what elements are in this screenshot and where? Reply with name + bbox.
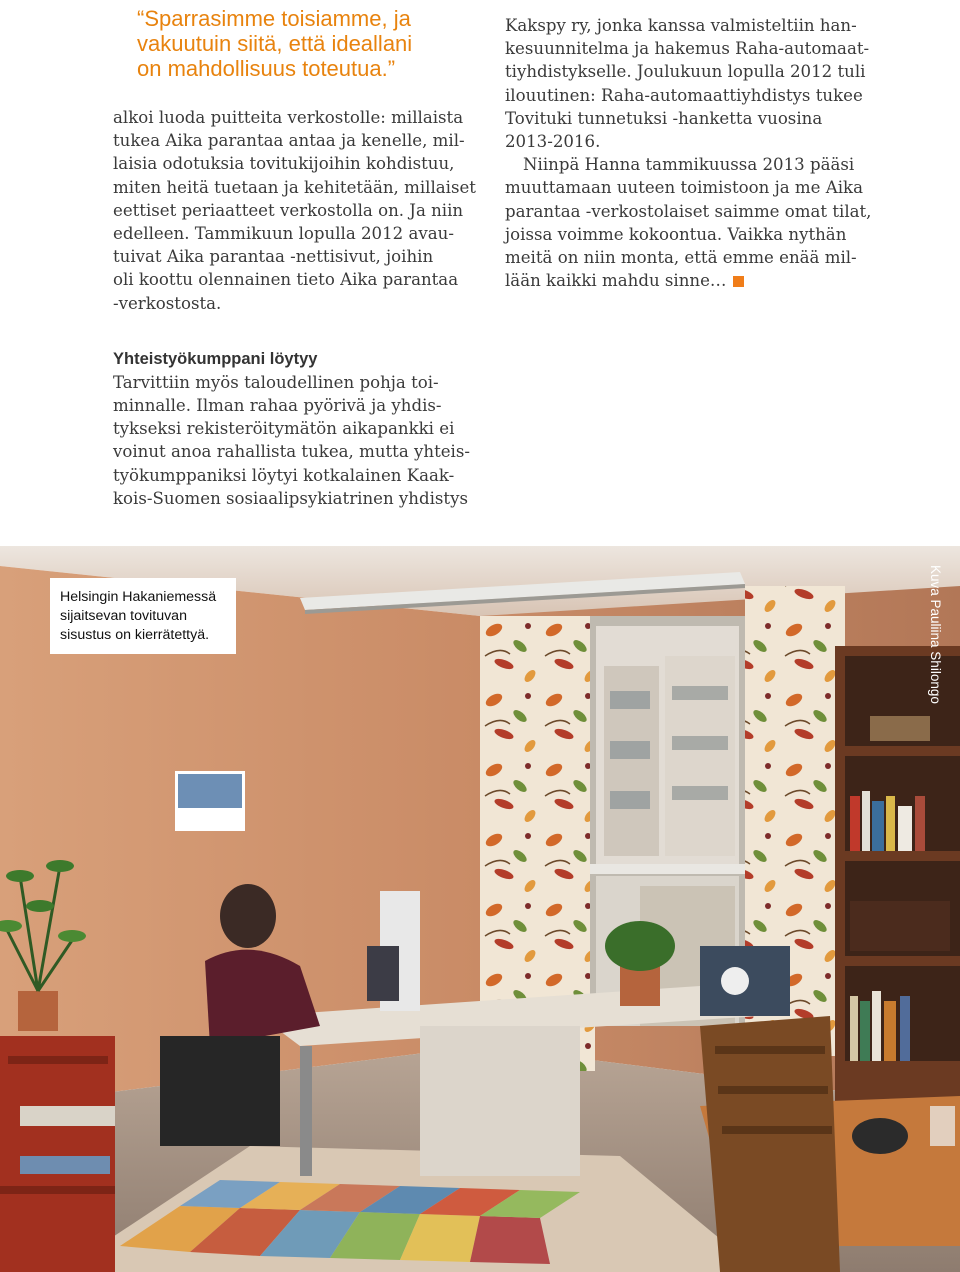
text-line: Niinpä Hanna tammikuussa 2013 pääsi xyxy=(523,155,855,175)
text-line: edelleen. Tammikuun lopulla 2012 avau- xyxy=(113,224,454,244)
photo-credit-text: Kuva Pauliina Shilongo xyxy=(928,565,943,704)
text-line: Kakspy ry, jonka kanssa valmisteltiin han- xyxy=(505,16,857,35)
text-line: laisia odotuksia tovitukijoihin kohdistuu, xyxy=(113,154,455,174)
text-line: työkumppaniksi löytyi kotkalainen Kaak- xyxy=(113,465,455,485)
text-line: 2013-2016. xyxy=(505,132,601,152)
right-column xyxy=(505,14,877,292)
text-line: minnalle. Ilman rahaa pyörivä ja yhdis- xyxy=(113,396,442,416)
caption-line: sijaitsevan tovituvan xyxy=(60,608,187,624)
text-line: muuttamaan uuteen toimistoon ja me Aika xyxy=(505,178,863,198)
text-line-content: lään kaikki mahdu sinne… xyxy=(505,271,727,291)
pull-quote-line: on mahdollisuus toteutua.” xyxy=(137,56,396,81)
text-line: tukea Aika parantaa antaa ja kenelle, mil- xyxy=(113,131,465,151)
text-line: ilouutinen: Raha-automaattiyhdistys tukee xyxy=(505,85,863,105)
text-line: -verkostosta. xyxy=(113,293,222,313)
end-mark-icon xyxy=(733,276,744,287)
text-line: miten heitä tuetaan ja kehitetään, millaiset xyxy=(113,177,476,197)
text-line: tykseksi rekisteröitymätön aikapankki ei xyxy=(113,419,455,439)
red-cabinet xyxy=(0,1036,115,1272)
left-column xyxy=(113,106,483,510)
text-line: meitä on niin monta, että emme enää mil- xyxy=(505,248,857,268)
pull-quote xyxy=(137,6,467,81)
text-line: joissa voimme kokoontua. Vaikka nythän xyxy=(505,224,847,244)
text-line: oli koottu olennainen tieto Aika parantaa xyxy=(113,270,459,290)
office-photo xyxy=(0,546,960,1272)
photo-credit xyxy=(925,565,947,725)
text-line: tiyhdistykselle. Joulukuun lopulla 2012 tuli xyxy=(505,62,866,82)
text-line: voinut anoa rahallista tukea, mutta yhteis- xyxy=(113,442,470,462)
pull-quote-line: “Sparrasimme toisiamme, ja xyxy=(137,6,411,31)
caption-line: sisustus on kierrätettyä. xyxy=(60,627,210,643)
text-line: Tovituki tunnetuksi -hanketta vuosina xyxy=(505,108,823,128)
section-subheading: Yhteistyökumppani löytyy xyxy=(113,349,318,368)
photo-caption xyxy=(50,578,236,654)
text-line: kois-Suomen sosiaalipsykiatrinen yhdistys xyxy=(113,488,468,508)
text-line xyxy=(505,269,877,292)
text-line: tuivat Aika parantaa -nettisivut, joihin xyxy=(113,247,434,267)
text-line: kesuunnitelma ja hakemus Raha-automaat- xyxy=(505,39,870,59)
paragraph xyxy=(113,106,483,315)
text-line: Tarvittiin myös taloudellinen pohja toi- xyxy=(113,372,439,392)
paragraph xyxy=(505,14,877,153)
text-line: eettiset periaatteet verkostolla on. Ja niin xyxy=(113,200,464,220)
office-photo-illustration xyxy=(0,546,960,1272)
text-line: alkoi luoda puitteita verkostolle: millaista xyxy=(113,108,464,127)
text-line: parantaa -verkostolaiset saimme omat tilat, xyxy=(505,201,872,221)
caption-line: Helsingin Hakaniemessä xyxy=(60,589,217,605)
pull-quote-line: vakuutuin siitä, että ideallani xyxy=(137,31,413,56)
paragraph xyxy=(505,153,877,292)
paragraph xyxy=(113,371,483,510)
